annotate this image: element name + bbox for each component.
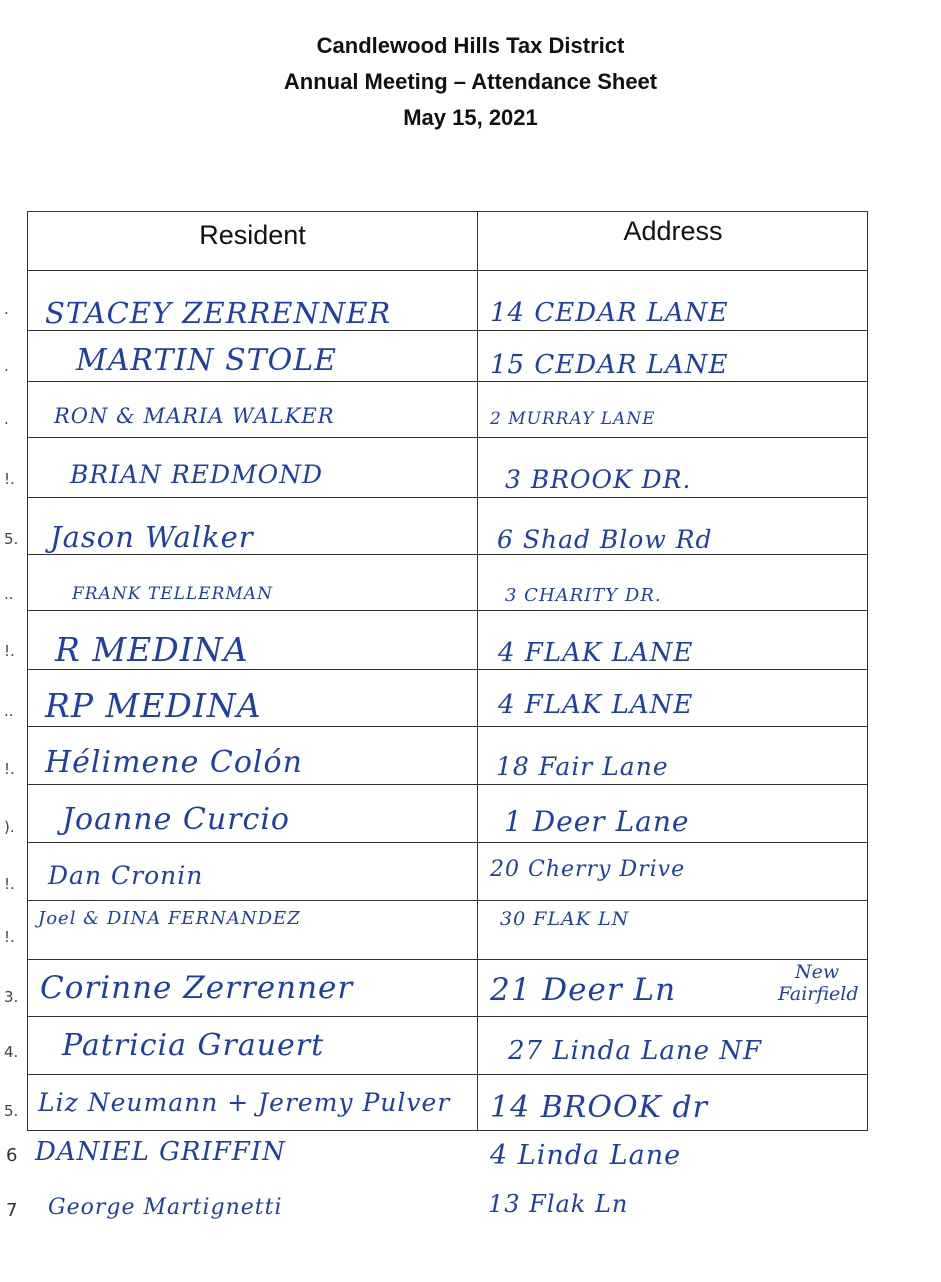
resident-name: Hélimene Colón [45, 745, 303, 780]
row-divider [28, 381, 867, 382]
row-number: !. [4, 760, 15, 778]
row-number: 3. [4, 988, 19, 1006]
row-number: 6 [6, 1145, 18, 1166]
row-number: !. [4, 642, 15, 660]
row-divider [28, 1016, 867, 1017]
resident-address: 3 BROOK DR. [505, 465, 692, 494]
resident-address: 18 Fair Lane [496, 752, 669, 781]
resident-name: RON & MARIA WALKER [54, 404, 335, 428]
row-number: 7 [6, 1200, 18, 1221]
resident-name: George Martignetti [48, 1195, 283, 1220]
row-number: ). [4, 818, 15, 836]
document-header [0, 28, 941, 136]
row-divider [28, 726, 867, 727]
row-divider [28, 669, 867, 670]
resident-name: MARTIN STOLE [76, 343, 338, 378]
row-number: 5. [4, 1102, 19, 1120]
resident-address: 3 CHARITY DR. [505, 585, 662, 606]
row-number: . [4, 357, 9, 375]
resident-address: 4 FLAK LANE [498, 638, 694, 668]
resident-name: RP MEDINA [45, 686, 262, 725]
meeting-title: Annual Meeting – Attendance Sheet [283, 69, 658, 94]
district-title: Candlewood Hills Tax District [316, 33, 625, 58]
row-divider [28, 610, 867, 611]
address-column-header: Address [623, 216, 723, 246]
row-number: 5. [4, 530, 19, 548]
resident-address: 27 Linda Lane NF [508, 1036, 763, 1066]
resident-address: 6 Shad Blow Rd [497, 525, 713, 554]
row-number: . [4, 410, 9, 428]
row-divider [28, 842, 867, 843]
resident-name: Jason Walker [50, 520, 254, 554]
resident-name: FRANK TELLERMAN [72, 584, 273, 604]
resident-name: DANIEL GRIFFIN [35, 1137, 286, 1167]
resident-address: 4 Linda Lane [490, 1140, 682, 1171]
row-divider [28, 554, 867, 555]
row-divider [28, 1074, 867, 1075]
row-number: .. [4, 702, 14, 720]
row-divider [28, 959, 867, 960]
row-divider [28, 330, 867, 331]
resident-address: 14 CEDAR LANE [490, 298, 729, 328]
row-number: !. [4, 470, 15, 488]
resident-name: Joanne Curcio [62, 802, 290, 837]
resident-address: 4 FLAK LANE [498, 690, 694, 720]
resident-name: Corinne Zerrenner [40, 970, 354, 1006]
row-number: . [4, 300, 9, 318]
row-number: .. [4, 585, 14, 603]
resident-name: Joel & DINA FERNANDEZ [38, 908, 301, 929]
resident-address: 2 MURRAY LANE [490, 409, 656, 429]
row-number: !. [4, 875, 15, 893]
resident-address: 21 Deer Ln [490, 972, 677, 1008]
resident-name: Dan Cronin [48, 861, 204, 890]
row-divider [28, 784, 867, 785]
row-divider [28, 497, 867, 498]
resident-column-header: Resident [199, 220, 306, 250]
resident-name: R MEDINA [55, 630, 249, 669]
resident-address: 15 CEDAR LANE [490, 350, 729, 380]
resident-address: 20 Cherry Drive [490, 857, 686, 882]
row-divider [28, 437, 867, 438]
resident-name: Liz Neumann + Jeremy Pulver [38, 1088, 451, 1117]
resident-name: BRIAN REDMOND [70, 460, 324, 489]
resident-name: STACEY ZERRENNER [45, 296, 392, 330]
resident-address: 13 Flak Ln [488, 1190, 629, 1218]
address-note: Fairfield [778, 983, 859, 1005]
address-note: New [795, 961, 840, 983]
row-divider [28, 900, 867, 901]
resident-address: 30 FLAK LN [500, 908, 630, 930]
row-number: 4. [4, 1043, 19, 1061]
resident-address: 1 Deer Lane [504, 805, 690, 838]
meeting-date: May 15, 2021 [403, 105, 538, 130]
column-divider [477, 212, 478, 1130]
resident-address: 14 BROOK dr [490, 1090, 709, 1125]
resident-name: Patricia Grauert [62, 1028, 325, 1063]
row-divider [28, 270, 867, 271]
row-number: !. [4, 928, 15, 946]
